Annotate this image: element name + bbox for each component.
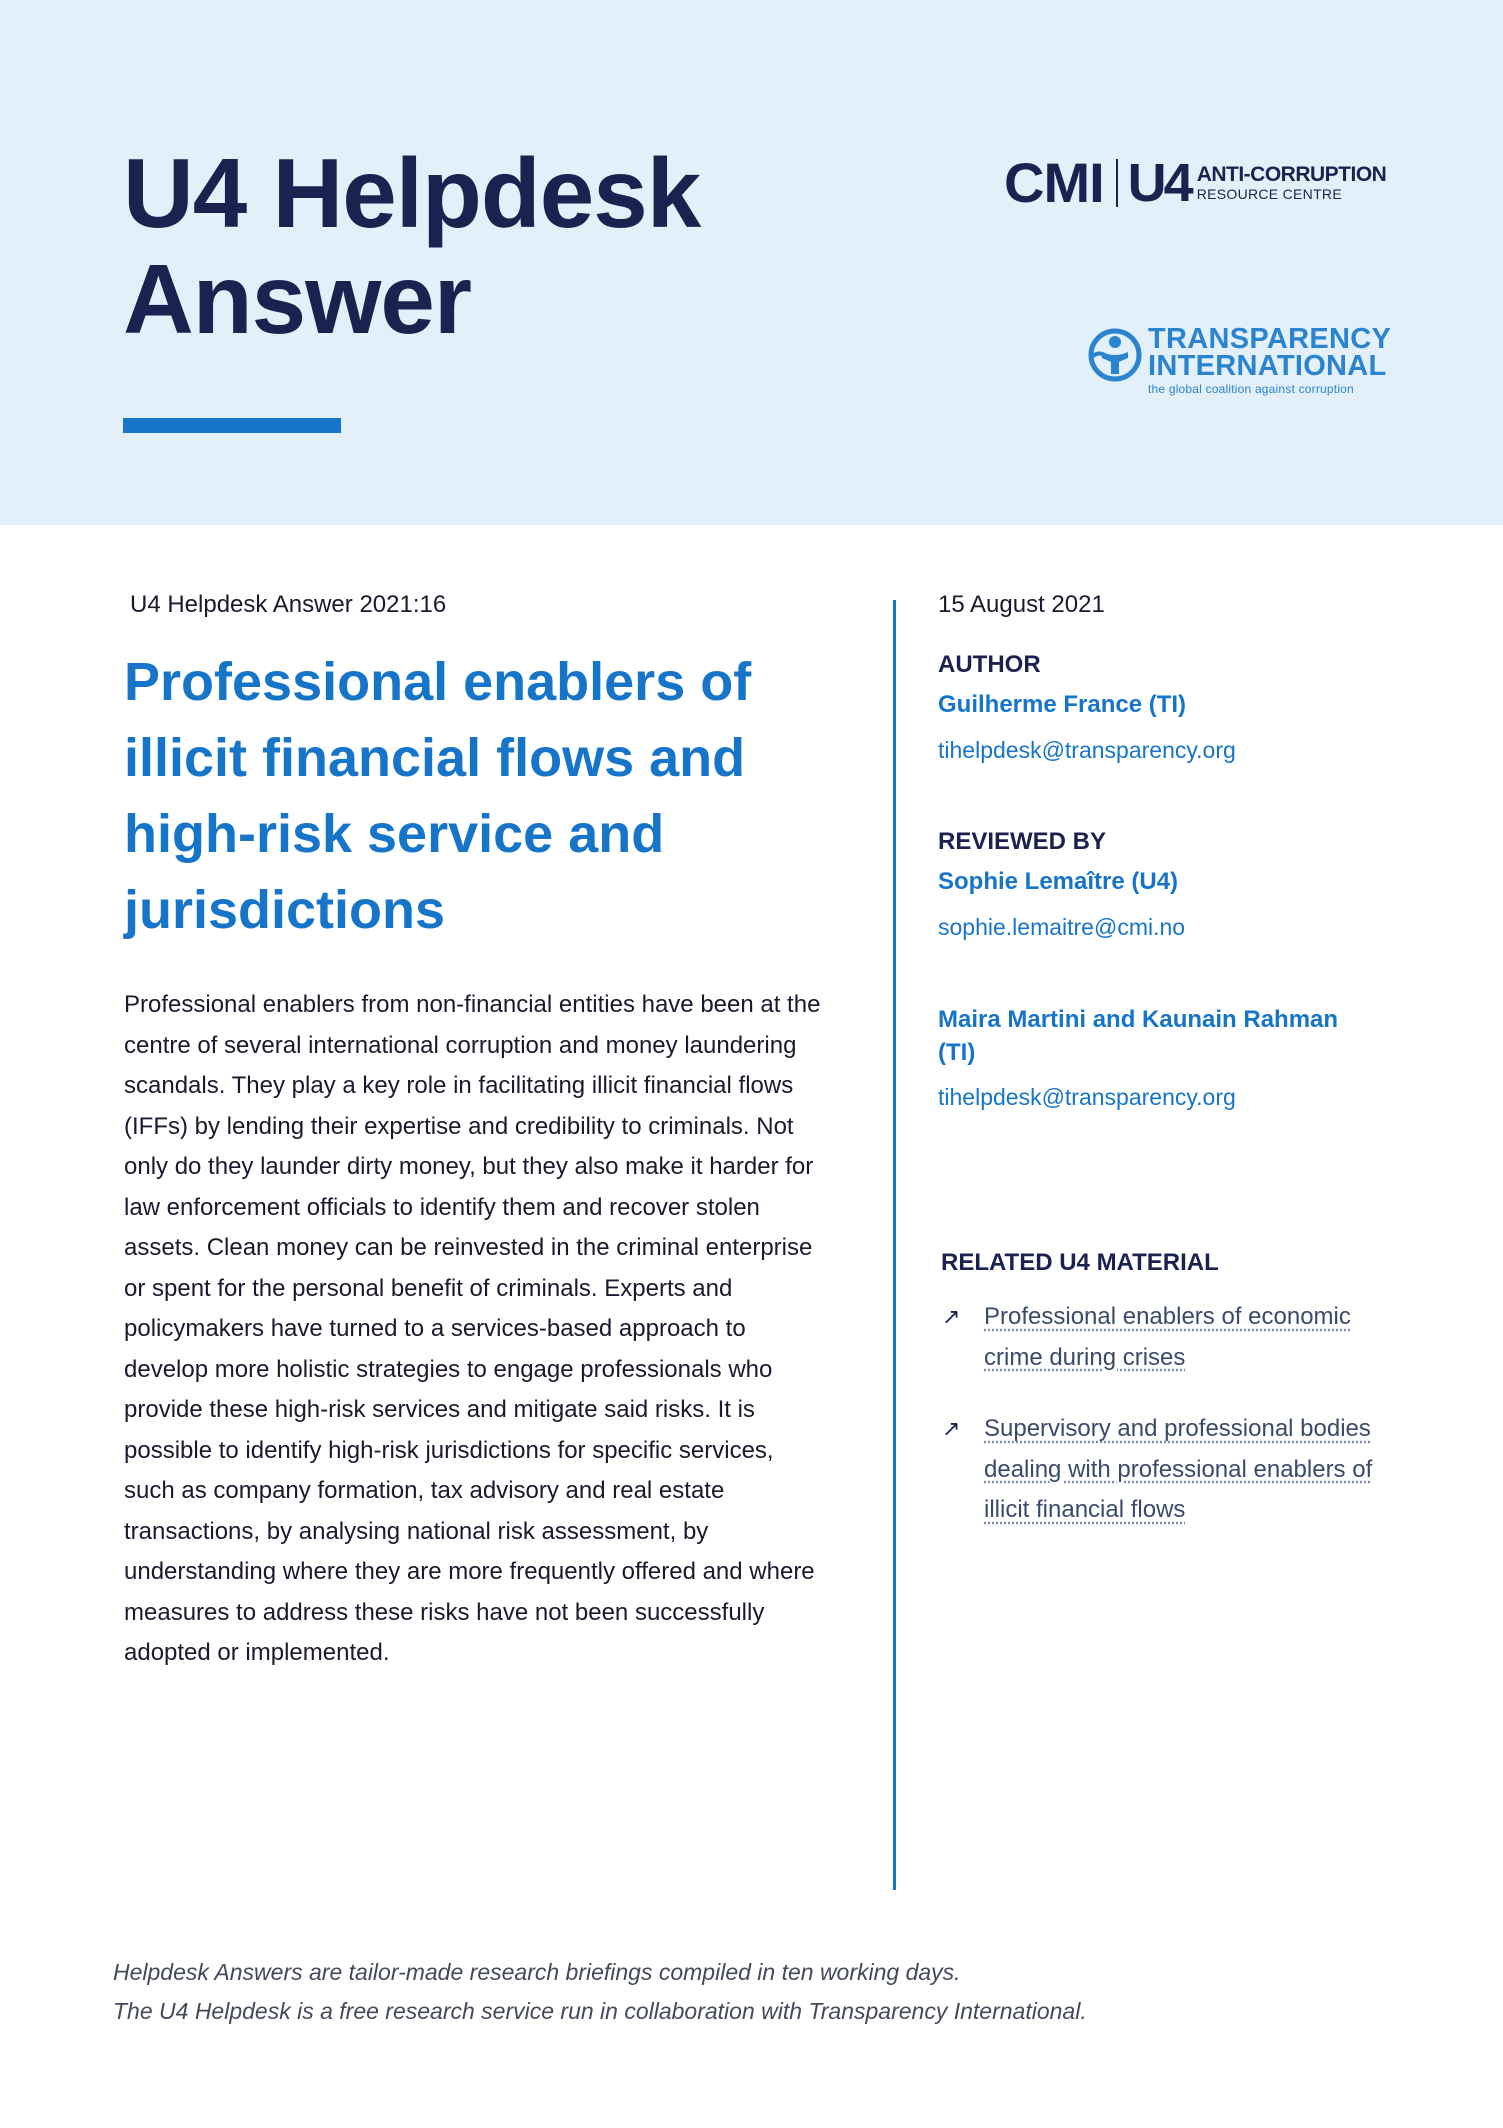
cmi-logo-word: CMI [1004,151,1104,214]
footer-note: Helpdesk Answers are tailor-made research briefings compiled in ten working days. The U4 Helpdesk is a free research service run in collaboration with Transparency International. [113,1959,1087,2024]
transparency-international-logo: TRANSPARENCY INTERNATIONAL the global coalition against corruption [1088,326,1391,398]
title-rule [123,418,341,433]
related-item [942,1409,1392,1531]
related-material-block [941,1249,1401,1277]
header-banner [0,0,1503,525]
author-heading: AUTHOR [938,651,1041,678]
reviewed-block [938,828,1398,856]
publication-date: 15 August 2021 [938,591,1105,618]
related-heading: RELATED U4 MATERIAL [941,1249,1219,1276]
cmi-u4-logo [1004,151,1387,214]
arrow-up-right-icon: ↗ [942,1416,961,1441]
reviewed-heading: REVIEWED BY [938,828,1107,855]
logo-separator [1116,159,1118,207]
related-link[interactable]: Professional enablers of economic crime during crises [984,1303,1351,1371]
document-title: Professional enablers of illicit financial flows and high-risk service and jurisdictions [124,652,752,940]
related-link[interactable]: Supervisory and professional bodies dealing with professional enablers of illicit financial flows [984,1415,1373,1523]
arrow-up-right-icon: ↗ [942,1304,961,1329]
u4-logo-word: U4 [1127,153,1191,213]
column-divider [893,600,896,1890]
reviewer-name: Sophie Lemaître (U4) [938,868,1179,895]
u4-logo-text: ANTI-CORRUPTION RESOURCE CENTRE [1196,163,1387,202]
document-id: U4 Helpdesk Answer 2021:16 [130,591,447,618]
related-item [942,1297,1392,1378]
ti-globe-icon [1088,328,1142,382]
author-name: Guilherme France (TI) [938,691,1187,718]
author-block [938,651,1398,679]
reviewer-email-link[interactable]: tihelpdesk@transparency.org [938,1084,1236,1110]
header-title: U4 Helpdesk Answer [123,138,701,354]
abstract-text: Professional enablers from non-financial entities have been at the centre of several international corruption and money laundering scandals. They play a key role in facilitating illicit financial flows (IFFs) by lending their expertise and credibility to criminals. Not only do they launder dirty money, but they also make it harder for law enforcement officials to identify them and recover stolen assets. Clean money can be reinvested in the criminal enterprise or spent for the personal benefit of criminals. Experts and policymakers have turned to a services-based approach to develop more holistic strategies to engage professionals who provide these high-risk services and mitigate said risks. It is possible to identify high-risk jurisdictions for specific services, such as company formation, tax advisory and real estate transactions, by analysing national risk assessment, by understanding where they are more frequently offered and where measures to address these risks have not been successfully adopted or implemented. [124,991,821,1666]
author-email-link[interactable]: tihelpdesk@transparency.org [938,737,1236,763]
reviewer-email-link[interactable]: sophie.lemaitre@cmi.no [938,914,1186,940]
reviewer-name: Maira Martini and Kaunain Rahman (TI) [938,1006,1339,1066]
